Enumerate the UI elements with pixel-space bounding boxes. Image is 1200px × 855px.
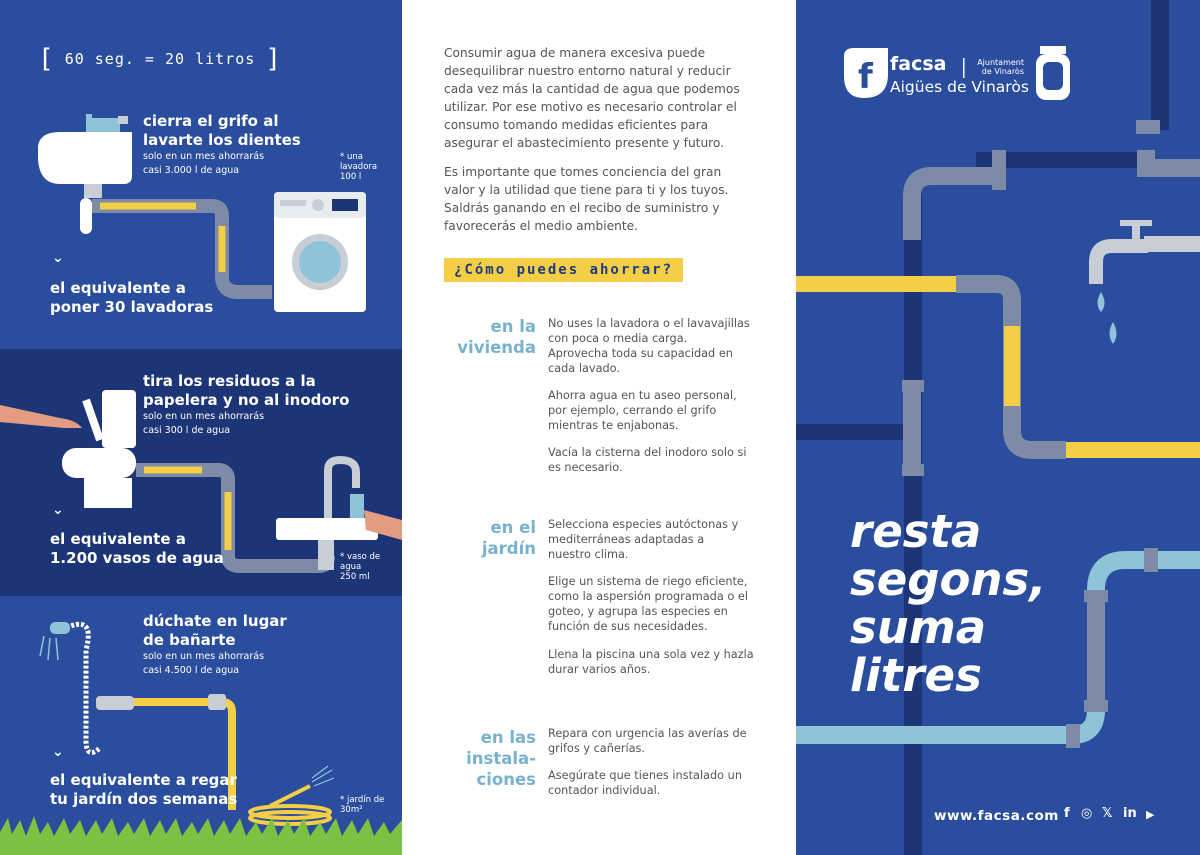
section-title-installations: en las instala- ciones (466, 728, 536, 789)
intro-paragraph-1: Consumir agua de manera excesiva puede desequilibrar nuestro entorno natural y reducir cada vez más la cantidad de agua que podemos utilizar. Por ese motivo es necesario controlar el consumo tomando medidas eficientes para asegurar el abastecimiento presente y futuro. (444, 46, 740, 150)
section-title-garden: en el jardín (481, 518, 536, 558)
tip-teeth-equivalent: el equivalente a poner 30 lavadoras (50, 279, 214, 316)
tip-item: Llena la piscina una sola vez y hazla durar varios años. (548, 648, 754, 676)
website-link[interactable]: www.facsa.com (934, 808, 1059, 824)
pipes-illustration (796, 0, 1200, 855)
slogan: resta segons, suma litres (850, 505, 1047, 702)
sink-icon (38, 114, 132, 234)
youtube-icon[interactable]: ▶ (1146, 808, 1155, 821)
intro-paragraph-2: Es importante que tomes conciencia del gran valor y la utilidad que tiene para ti y los tuyos. Saldrás ganando en el recibo de suministro y favorecerás el medio ambiente. (444, 165, 729, 233)
garden-hose-icon (250, 766, 334, 824)
chevron-down-icon: ⌄ (52, 502, 64, 518)
chevron-down-icon: ⌄ (52, 250, 64, 266)
tip-teeth-note: * una lavadora 100 l (340, 152, 378, 182)
toilet-icon (62, 390, 136, 508)
tagline: [ 60 seg. = 20 litros ] (38, 44, 282, 74)
faucet-icon (1096, 220, 1200, 344)
tip-toilet-note: * vaso de agua 250 ml (340, 552, 381, 582)
section-title-home: en la vivienda (457, 317, 536, 357)
linkedin-icon[interactable]: in (1123, 806, 1137, 821)
ajuntament-label: Ajuntament de Vinaròs (977, 58, 1024, 76)
x-twitter-icon[interactable]: 𝕏 (1102, 806, 1113, 821)
shower-icon (40, 622, 100, 753)
tip-item: Ahorra agua en tu aseo personal, por ejemplo, cerrando el grifo mientras te enjabonas. (548, 389, 737, 432)
brand-subtitle: Aigües de Vinaròs (890, 78, 1029, 96)
tip-toilet-equivalent: el equivalente a 1.200 vasos de agua (50, 530, 224, 567)
tip-teeth-heading: cierra el grifo al lavarte los dientes solo en un mes ahorrarás casi 3.000 l de agua (143, 112, 301, 176)
grass-icon (0, 816, 402, 855)
tip-item: Selecciona especies autóctonas y mediterráneas adaptadas a nuestro clima. (548, 518, 739, 561)
tip-toilet-heading: tira los residuos a la papelera y no al inodoro solo en un mes ahorrarás casi 300 l de agua (143, 372, 350, 436)
right-panel (796, 0, 1200, 855)
washing-machine-icon (274, 192, 366, 312)
tip-shower-heading: dúchate en lugar de bañarte solo en un mes ahorrarás casi 4.500 l de agua (143, 612, 287, 676)
facebook-icon[interactable]: f (1064, 806, 1070, 821)
middle-panel (402, 0, 796, 855)
tip-shower-equivalent: el equivalente a regar tu jardín dos semanas (50, 771, 238, 808)
tip-item: Repara con urgencia las averías de grifos y cañerías. (548, 727, 747, 755)
instagram-icon[interactable]: ◎ (1081, 806, 1093, 821)
svg-text:f: f (858, 57, 873, 97)
tip-item: No uses la lavadora o el lavavajillas con poca o media carga. Aprovecha toda su capacidad en cada lavado. (548, 317, 750, 375)
tip-item: Elige un sistema de riego eficiente, como la aspersión programada o el goteo, y agrupa las especies en función de sus necesidades. (548, 575, 748, 633)
tip-item: Asegúrate que tienes instalado un contador individual. (548, 769, 742, 797)
tip-shower-note: * jardín de 30m² (340, 795, 385, 815)
coat-of-arms-icon (1036, 46, 1070, 100)
bathroom-sink-icon (276, 460, 402, 570)
hand-icon (0, 405, 82, 428)
left-panel (0, 0, 402, 855)
tip-item: Vacía la cisterna del inodoro solo si es necesario. (548, 446, 747, 474)
brand-name: facsa (890, 53, 947, 75)
facsa-logo-icon (844, 48, 888, 98)
chevron-down-icon: ⌄ (52, 744, 64, 760)
how-to-save-heading: ¿Cómo puedes ahorrar? (444, 258, 683, 282)
